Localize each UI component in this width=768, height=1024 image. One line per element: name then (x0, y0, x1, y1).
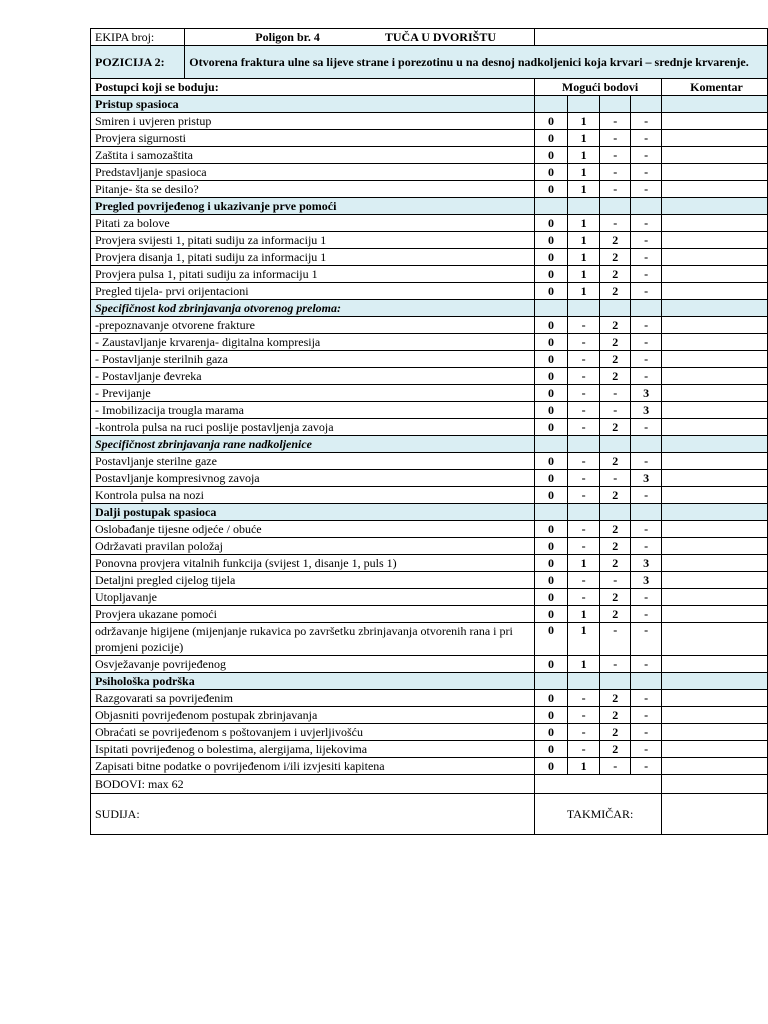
procedure-row (91, 402, 768, 419)
procedure-row (91, 113, 768, 130)
procedure-row (91, 130, 768, 147)
procedure-label: Smiren i uvjeren pristup (91, 113, 535, 130)
procedure-row (91, 232, 768, 249)
points-cell: 2 (600, 232, 631, 249)
section-points-cell (631, 436, 662, 453)
points-cell: 1 (567, 555, 600, 572)
procedure-label: - Postavljanje sterilnih gaza (91, 351, 535, 368)
procedure-label: Predstavljanje spasioca (91, 164, 535, 181)
bodovi-header: Mogući bodovi (535, 79, 662, 96)
points-cell: 0 (535, 487, 568, 504)
header-row (91, 29, 768, 46)
procedure-label: Provjera sigurnosti (91, 130, 535, 147)
points-cell: 0 (535, 402, 568, 419)
procedure-label: -prepoznavanje otvorene frakture (91, 317, 535, 334)
points-cell: 0 (535, 249, 568, 266)
points-cell: - (631, 283, 662, 300)
procedure-row (91, 317, 768, 334)
procedure-label: Ponovna provjera vitalnih funkcija (svijest 1, disanje 1, puls 1) (91, 555, 535, 572)
points-cell: 3 (631, 470, 662, 487)
points-cell: - (600, 758, 631, 775)
procedure-row (91, 181, 768, 198)
points-cell: 0 (535, 419, 568, 436)
points-cell: - (631, 130, 662, 147)
points-cell: 0 (535, 232, 568, 249)
procedure-label: Provjera svijesti 1, pitati sudiju za informaciju 1 (91, 232, 535, 249)
points-cell: 2 (600, 741, 631, 758)
signature-row (91, 794, 768, 835)
comment-cell[interactable] (661, 334, 767, 351)
comment-cell[interactable] (661, 741, 767, 758)
pozicija-description: Otvorena fraktura ulne sa lijeve strane i porezotinu u na desnoj nadkoljenici koja krvari – srednje krvarenje. (185, 46, 768, 79)
section-points-cell (567, 300, 600, 317)
procedure-label: Osvježavanje povrijeđenog (91, 656, 535, 673)
comment-cell[interactable] (661, 147, 767, 164)
points-cell: - (631, 690, 662, 707)
section-points-cell (600, 198, 631, 215)
procedure-label: Provjera ukazane pomoći (91, 606, 535, 623)
scoring-sheet (90, 28, 768, 835)
points-cell: 2 (600, 351, 631, 368)
points-cell: 0 (535, 707, 568, 724)
procedure-label: Održavati pravilan položaj (91, 538, 535, 555)
section-points-cell (567, 198, 600, 215)
points-cell: 0 (535, 741, 568, 758)
comment-cell[interactable] (661, 690, 767, 707)
comment-cell[interactable] (661, 538, 767, 555)
sudija-signature-field[interactable]: SUDIJA: (91, 794, 535, 835)
section-row (91, 436, 768, 453)
section-points-cell (567, 436, 600, 453)
points-cell: 2 (600, 453, 631, 470)
procedure-row (91, 283, 768, 300)
points-cell: - (567, 724, 600, 741)
section-points-cell (631, 504, 662, 521)
section-points-cell (535, 673, 568, 690)
procedure-label: Razgovarati sa povrijeđenim (91, 690, 535, 707)
header-blank (535, 29, 768, 46)
points-cell: - (631, 249, 662, 266)
points-cell: - (567, 334, 600, 351)
points-cell: - (600, 113, 631, 130)
poligon-title-cell (185, 29, 535, 46)
column-header-row (91, 79, 768, 96)
points-cell: 0 (535, 317, 568, 334)
points-cell: - (631, 623, 662, 656)
points-cell: - (567, 385, 600, 402)
points-cell: - (567, 402, 600, 419)
procedure-row (91, 351, 768, 368)
points-cell: 2 (600, 606, 631, 623)
total-points-field[interactable] (535, 775, 662, 794)
points-cell: 0 (535, 215, 568, 232)
comment-cell[interactable] (661, 758, 767, 775)
points-cell: 2 (600, 589, 631, 606)
comment-cell[interactable] (661, 215, 767, 232)
total-row (91, 775, 768, 794)
comment-cell[interactable] (661, 656, 767, 673)
comment-cell[interactable] (661, 113, 767, 130)
points-cell: - (631, 606, 662, 623)
section-points-cell (535, 96, 568, 113)
points-cell: 0 (535, 521, 568, 538)
procedure-label: Pitanje- šta se desilo? (91, 181, 535, 198)
comment-cell[interactable] (661, 707, 767, 724)
procedure-label: Kontrola pulsa na nozi (91, 487, 535, 504)
comment-cell[interactable] (661, 249, 767, 266)
points-cell: 2 (600, 368, 631, 385)
points-cell: - (567, 419, 600, 436)
procedure-row (91, 707, 768, 724)
procedure-label: Zapisati bitne podatke o povrijeđenom i/ili izvjesiti kapitena (91, 758, 535, 775)
section-title: Pristup spasioca (91, 96, 535, 113)
points-cell: 2 (600, 283, 631, 300)
procedure-row (91, 724, 768, 741)
procedure-label: održavanje higijene (mijenjanje rukavica po završetku zbrinjavanja otvorenih rana i pri promjeni pozicije) (91, 623, 535, 656)
comment-cell[interactable] (661, 589, 767, 606)
procedure-label: Utopljavanje (91, 589, 535, 606)
points-cell: - (631, 419, 662, 436)
points-cell: 2 (600, 487, 631, 504)
procedure-label: - Previjanje (91, 385, 535, 402)
comment-cell[interactable] (661, 724, 767, 741)
comment-cell[interactable] (661, 572, 767, 589)
points-cell: 1 (567, 113, 600, 130)
comment-cell[interactable] (661, 181, 767, 198)
procedure-row (91, 164, 768, 181)
points-cell: - (631, 317, 662, 334)
procedure-row (91, 147, 768, 164)
points-cell: 0 (535, 147, 568, 164)
points-cell: 0 (535, 690, 568, 707)
procedure-label: Objasniti povrijeđenom postupak zbrinjavanja (91, 707, 535, 724)
points-cell: 2 (600, 555, 631, 572)
komentar-header: Komentar (661, 79, 767, 96)
points-cell: - (631, 487, 662, 504)
points-cell: - (631, 266, 662, 283)
points-cell: - (600, 385, 631, 402)
section-points-cell (600, 673, 631, 690)
points-cell: 2 (600, 249, 631, 266)
points-cell: 1 (567, 249, 600, 266)
comment-cell[interactable] (661, 775, 767, 794)
comment-cell[interactable] (661, 453, 767, 470)
points-cell: - (567, 690, 600, 707)
procedure-row (91, 521, 768, 538)
points-cell: 0 (535, 470, 568, 487)
points-cell: - (600, 470, 631, 487)
section-points-cell (600, 504, 631, 521)
points-cell: 0 (535, 589, 568, 606)
points-cell: 0 (535, 656, 568, 673)
procedure-row (91, 470, 768, 487)
comment-cell[interactable] (661, 606, 767, 623)
takmicar-signature-field[interactable]: TAKMIČAR: (535, 794, 662, 835)
points-cell: - (600, 623, 631, 656)
points-cell: - (631, 741, 662, 758)
procedure-row (91, 690, 768, 707)
points-cell: 1 (567, 283, 600, 300)
points-cell: 1 (567, 232, 600, 249)
section-points-cell (567, 673, 600, 690)
comment-cell[interactable] (661, 521, 767, 538)
points-cell: - (567, 741, 600, 758)
points-cell: - (567, 487, 600, 504)
procedure-row (91, 623, 768, 656)
procedure-row (91, 487, 768, 504)
points-cell: 3 (631, 572, 662, 589)
procedure-label: Pitati za bolove (91, 215, 535, 232)
procedure-row (91, 385, 768, 402)
procedure-row (91, 334, 768, 351)
points-cell: - (631, 538, 662, 555)
points-cell: - (567, 572, 600, 589)
procedure-label: Oslobađanje tijesne odjeće / obuće (91, 521, 535, 538)
points-cell: - (631, 521, 662, 538)
comment-cell[interactable] (661, 470, 767, 487)
points-cell: 2 (600, 419, 631, 436)
points-cell: - (600, 656, 631, 673)
section-points-cell (535, 198, 568, 215)
points-cell: 1 (567, 215, 600, 232)
procedure-row (91, 589, 768, 606)
points-cell: - (600, 130, 631, 147)
comment-cell[interactable] (661, 623, 767, 656)
points-cell: 0 (535, 266, 568, 283)
points-cell: 0 (535, 283, 568, 300)
procedure-row (91, 266, 768, 283)
points-cell: - (631, 758, 662, 775)
section-points-cell (600, 96, 631, 113)
section-points-cell (535, 436, 568, 453)
procedure-label: -kontrola pulsa na ruci poslije postavljenja zavoja (91, 419, 535, 436)
points-cell: 0 (535, 368, 568, 385)
points-cell: - (567, 538, 600, 555)
points-cell: - (567, 368, 600, 385)
points-cell: 1 (567, 181, 600, 198)
points-cell: - (631, 232, 662, 249)
procedure-label: Provjera pulsa 1, pitati sudiju za informaciju 1 (91, 266, 535, 283)
comment-cell[interactable] (661, 198, 767, 215)
points-cell: 0 (535, 164, 568, 181)
comment-cell[interactable] (661, 266, 767, 283)
points-cell: - (567, 521, 600, 538)
points-cell: 3 (631, 385, 662, 402)
points-cell: 0 (535, 572, 568, 589)
points-cell: 0 (535, 113, 568, 130)
procedure-label: Postavljanje kompresivnog zavoja (91, 470, 535, 487)
points-cell: - (631, 334, 662, 351)
section-row (91, 96, 768, 113)
points-cell: - (631, 351, 662, 368)
points-cell: 0 (535, 130, 568, 147)
comment-cell[interactable] (661, 232, 767, 249)
points-cell: 2 (600, 707, 631, 724)
comment-cell[interactable] (661, 368, 767, 385)
procedure-row (91, 538, 768, 555)
document-title: TUČA U DVORIŠTU (384, 30, 496, 44)
points-cell: 1 (567, 606, 600, 623)
section-points-cell (567, 96, 600, 113)
comment-cell[interactable] (661, 555, 767, 572)
procedure-label: - Postavljanje đevreka (91, 368, 535, 385)
pozicija-label: POZICIJA 2: (91, 46, 185, 79)
section-row (91, 673, 768, 690)
comment-cell[interactable] (661, 164, 767, 181)
comment-cell[interactable] (661, 419, 767, 436)
points-cell: - (631, 181, 662, 198)
points-cell: - (600, 572, 631, 589)
bodovi-total: BODOVI: max 62 (91, 775, 535, 794)
comment-cell[interactable] (661, 283, 767, 300)
points-cell: - (567, 317, 600, 334)
points-cell: 1 (567, 147, 600, 164)
procedure-row (91, 606, 768, 623)
procedure-label: Obraćati se povrijeđenom s poštovanjem i uvjerljivošću (91, 724, 535, 741)
section-points-cell (600, 300, 631, 317)
points-cell: - (600, 147, 631, 164)
procedure-row (91, 656, 768, 673)
comment-cell[interactable] (661, 794, 767, 835)
points-cell: 2 (600, 334, 631, 351)
procedure-label: - Imobilizacija trougla marama (91, 402, 535, 419)
section-points-cell (600, 436, 631, 453)
points-cell: - (631, 724, 662, 741)
section-points-cell (631, 673, 662, 690)
ekipa-label: EKIPA broj: (91, 29, 185, 46)
procedure-row (91, 758, 768, 775)
section-title: Dalji postupak spasioca (91, 504, 535, 521)
points-cell: - (631, 656, 662, 673)
points-cell: - (631, 147, 662, 164)
procedure-row (91, 555, 768, 572)
points-cell: 0 (535, 758, 568, 775)
section-row (91, 300, 768, 317)
section-title: Pregled povrijeđenog i ukazivanje prve pomoći (91, 198, 535, 215)
procedure-row (91, 215, 768, 232)
procedure-row (91, 453, 768, 470)
points-cell: 2 (600, 266, 631, 283)
section-title: Psihološka podrška (91, 673, 535, 690)
points-cell: - (631, 589, 662, 606)
points-cell: 0 (535, 724, 568, 741)
points-cell: - (600, 402, 631, 419)
procedure-row (91, 249, 768, 266)
comment-cell[interactable] (661, 300, 767, 317)
points-cell: - (631, 164, 662, 181)
comment-cell[interactable] (661, 504, 767, 521)
comment-cell[interactable] (661, 317, 767, 334)
procedure-label: Postavljanje sterilne gaze (91, 453, 535, 470)
procedure-label: Pregled tijela- prvi orijentacioni (91, 283, 535, 300)
points-cell: 3 (631, 555, 662, 572)
section-title: Specifičnost zbrinjavanja rane nadkoljenice (91, 436, 535, 453)
points-cell: - (631, 113, 662, 130)
section-points-cell (631, 198, 662, 215)
comment-cell[interactable] (661, 487, 767, 504)
section-title: Specifičnost kod zbrinjavanja otvorenog preloma: (91, 300, 535, 317)
points-cell: 1 (567, 656, 600, 673)
section-points-cell (631, 96, 662, 113)
points-cell: - (567, 707, 600, 724)
comment-cell[interactable] (661, 673, 767, 690)
points-cell: 0 (535, 181, 568, 198)
points-cell: - (631, 707, 662, 724)
points-cell: 0 (535, 453, 568, 470)
points-cell: 1 (567, 266, 600, 283)
points-cell: - (600, 164, 631, 181)
points-cell: - (567, 351, 600, 368)
points-cell: 2 (600, 724, 631, 741)
points-cell: - (600, 181, 631, 198)
points-cell: - (567, 453, 600, 470)
points-cell: 2 (600, 538, 631, 555)
points-cell: 0 (535, 351, 568, 368)
section-points-cell (631, 300, 662, 317)
points-cell: 3 (631, 402, 662, 419)
points-cell: - (631, 453, 662, 470)
section-points-cell (535, 504, 568, 521)
procedure-row (91, 572, 768, 589)
points-cell: - (567, 470, 600, 487)
procedure-label: Zaštita i samozaštita (91, 147, 535, 164)
comment-cell[interactable] (661, 385, 767, 402)
points-cell: 0 (535, 385, 568, 402)
comment-cell[interactable] (661, 130, 767, 147)
procedure-label: Detaljni pregled cijelog tijela (91, 572, 535, 589)
points-cell: 1 (567, 758, 600, 775)
points-cell: 0 (535, 606, 568, 623)
section-points-cell (535, 300, 568, 317)
points-cell: - (567, 589, 600, 606)
points-cell: 0 (535, 555, 568, 572)
procedure-row (91, 419, 768, 436)
points-cell: 1 (567, 623, 600, 656)
comment-cell[interactable] (661, 402, 767, 419)
points-cell: 0 (535, 623, 568, 656)
procedure-label: Provjera disanja 1, pitati sudiju za informaciju 1 (91, 249, 535, 266)
points-cell: 0 (535, 334, 568, 351)
section-points-cell (567, 504, 600, 521)
section-row (91, 504, 768, 521)
procedure-label: - Zaustavljanje krvarenja- digitalna kompresija (91, 334, 535, 351)
comment-cell[interactable] (661, 436, 767, 453)
points-cell: 2 (600, 317, 631, 334)
points-cell: 2 (600, 690, 631, 707)
points-cell: - (631, 215, 662, 232)
procedure-label: Ispitati povrijeđenog o bolestima, alergijama, lijekovima (91, 741, 535, 758)
comment-cell[interactable] (661, 96, 767, 113)
points-cell: 1 (567, 164, 600, 181)
comment-cell[interactable] (661, 351, 767, 368)
points-cell: 2 (600, 521, 631, 538)
points-cell: - (631, 368, 662, 385)
points-cell: 0 (535, 538, 568, 555)
poligon-number: Poligon br. 4 (255, 30, 320, 44)
points-cell: 1 (567, 130, 600, 147)
section-row (91, 198, 768, 215)
procedure-row (91, 741, 768, 758)
pozicija-row (91, 46, 768, 79)
points-cell: - (600, 215, 631, 232)
postupci-header: Postupci koji se boduju: (91, 79, 535, 96)
procedure-row (91, 368, 768, 385)
